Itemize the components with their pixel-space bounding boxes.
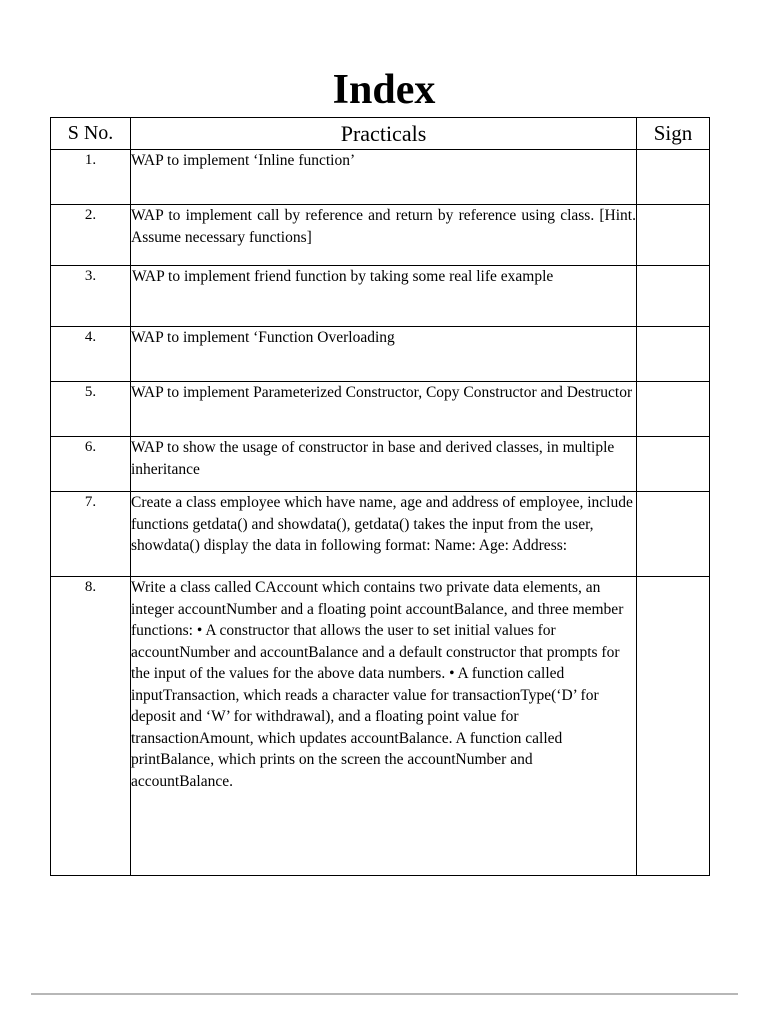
row-sign — [637, 205, 710, 266]
row-sign — [637, 492, 710, 577]
row-sno: 3. — [51, 266, 131, 327]
row-practical: WAP to implement ‘Inline function’ — [131, 150, 637, 205]
table-row — [51, 492, 710, 577]
row-practical: WAP to implement call by reference and return by reference using class. [Hint. Assume necessary functions] — [131, 205, 637, 266]
row-sign — [637, 150, 710, 205]
row-sno: 6. — [51, 437, 131, 492]
index-table — [50, 117, 710, 876]
row-practical: WAP to implement friend function by taking some real life example — [131, 266, 637, 327]
row-sno: 1. — [51, 150, 131, 205]
row-practical: WAP to implement ‘Function Overloading — [131, 327, 637, 382]
table-row — [51, 150, 710, 205]
row-sno: 4. — [51, 327, 131, 382]
row-sno: 5. — [51, 382, 131, 437]
row-sign — [637, 577, 710, 876]
row-practical: Create a class employee which have name, age and address of employee, include functions getdata() and showdata(), getdata() takes the input from the user, showdata() display the data in following format: Name: Age: Address: — [131, 492, 637, 577]
row-sno: 8. — [51, 577, 131, 876]
row-practical: WAP to implement Parameterized Constructor, Copy Constructor and Destructor — [131, 382, 637, 437]
header-practicals: Practicals — [131, 118, 637, 150]
page-title: Index — [332, 67, 436, 113]
row-practical: Write a class called CAccount which contains two private data elements, an integer accountNumber and a floating point accountBalance, and three member functions: • A constructor that allows the user to set initial values for accountNumber and accountBalance and a default constructor that prompts for the input of the values for the above data numbers. • A function called inputTransaction, which reads a character value for transactionType(‘D’ for deposit and ‘W’ for withdrawal), and a floating point value for transactionAmount, which updates accountBalance. A function called printBalance, which prints on the screen the accountNumber and accountBalance. — [131, 577, 637, 876]
table-row — [51, 382, 710, 437]
header-sign: Sign — [637, 118, 710, 150]
row-sign — [637, 437, 710, 492]
table-row — [51, 577, 710, 876]
row-sign — [637, 382, 710, 437]
row-sign — [637, 266, 710, 327]
row-sno: 2. — [51, 205, 131, 266]
page-divider — [31, 993, 738, 995]
header-sno: S No. — [51, 118, 131, 150]
row-sno: 7. — [51, 492, 131, 577]
table-row — [51, 437, 710, 492]
table-row — [51, 327, 710, 382]
row-practical: WAP to show the usage of constructor in base and derived classes, in multiple inheritance — [131, 437, 637, 492]
table-row — [51, 266, 710, 327]
table-row — [51, 205, 710, 266]
row-sign — [637, 327, 710, 382]
table-header-row — [51, 118, 710, 150]
